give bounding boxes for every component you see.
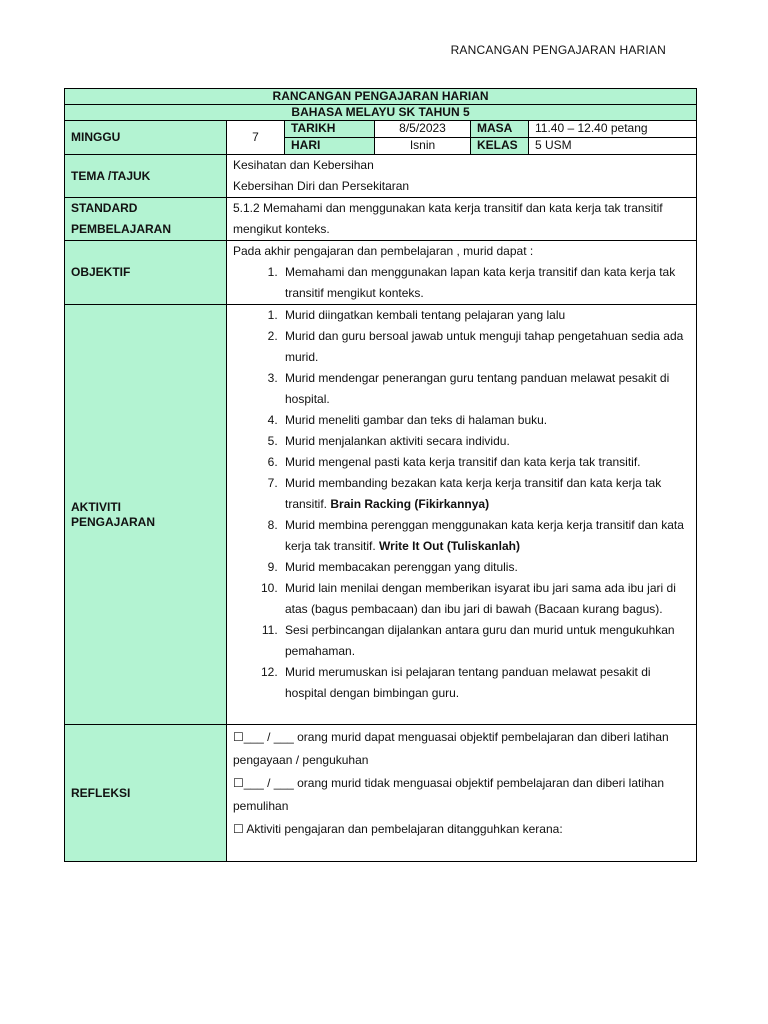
aktiviti-label [65, 305, 227, 725]
tema-line: Kesihatan dan Kebersihan [233, 158, 374, 172]
objektif-list [233, 262, 690, 304]
strategy-label: Write It Out (Tuliskanlah) [379, 539, 520, 553]
refleksi-value [227, 725, 697, 862]
list-item [281, 515, 690, 557]
lesson-plan-table [64, 88, 697, 862]
tarikh-label: TARIKH [285, 121, 375, 138]
minggu-label: MINGGU [65, 121, 227, 155]
table-subtitle-row [65, 105, 697, 121]
tarikh-value: 8/5/2023 [375, 121, 471, 138]
list-item: 1. Murid diingatkan kembali tentang pelajaran yang lalu [281, 305, 690, 326]
objektif-intro: Pada akhir pengajaran dan pembelajaran , murid dapat : [233, 244, 534, 258]
aktiviti-list [233, 305, 690, 704]
refleksi-label: REFLEKSI [65, 725, 227, 862]
list-item: 6. Murid mengenal pasti kata kerja transitif dan kata kerja tak transitif. [281, 452, 690, 473]
aktiviti-label-line: PENGAJARAN [71, 514, 156, 529]
list-item: 12. Murid merumuskan isi pelajaran tentang panduan melawat pesakit di hospital dengan bimbingan guru. [281, 662, 690, 704]
table-row [65, 725, 697, 862]
objektif-value [227, 241, 697, 305]
list-item [281, 473, 690, 515]
standard-label-line: PEMBELAJARAN [71, 222, 172, 236]
refleksi-item: ☐___ / ___ orang murid dapat menguasai objektif pembelajaran dan diberi latihan pengayaan / pengukuhan [233, 730, 669, 767]
standard-label [65, 198, 227, 241]
aktiviti-value [227, 305, 697, 725]
list-item: 11. Sesi perbincangan dijalankan antara guru dan murid untuk mengukuhkan pemahaman. [281, 620, 690, 662]
table-row [65, 241, 697, 305]
tajuk-line: Kebersihan Diri dan Persekitaran [233, 179, 410, 193]
masa-value: 11.40 – 12.40 petang [529, 121, 697, 138]
list-item: 5. Murid menjalankan aktiviti secara individu. [281, 431, 690, 452]
kelas-label: KELAS [471, 138, 529, 155]
refleksi-item: ☐___ / ___ orang murid tidak menguasai objektif pembelajaran dan diberi latihan pemulihan [233, 776, 665, 813]
list-item: 1. Memahami dan menggunakan lapan kata kerja transitif dan kata kerja tak transitif mengikut konteks. [281, 262, 690, 304]
list-item-text: Murid membina perenggan menggunakan kata kerja kerja transitif dan kata kerja tak transitif. [285, 518, 684, 553]
list-item: 9. Murid membacakan perenggan yang ditulis. [281, 557, 690, 578]
list-item: 2. Murid dan guru bersoal jawab untuk menguji tahap pengetahuan sedia ada murid. [281, 326, 690, 368]
page-header: RANCANGAN PENGAJARAN HARIAN [450, 43, 666, 57]
aktiviti-label-line: AKTIVITI [71, 499, 121, 514]
list-item: 10. Murid lain menilai dengan memberikan isyarat ibu jari sama ada ibu jari di atas (bagus pembacaan) dan ibu jari di bawah (Bacaan kurang bagus). [281, 578, 690, 620]
hari-value: Isnin [375, 138, 471, 155]
objektif-label: OBJEKTIF [65, 241, 227, 305]
standard-value: 5.1.2 Memahami dan menggunakan kata kerja transitif dan kata kerja tak transitif mengikut konteks. [227, 198, 697, 241]
tema-value [227, 155, 697, 198]
table-row [65, 155, 697, 198]
strategy-label: Brain Racking (Fikirkannya) [330, 497, 490, 511]
tema-label: TEMA /TAJUK [65, 155, 227, 198]
table-title: RANCANGAN PENGAJARAN HARIAN [65, 89, 697, 105]
list-item: 4. Murid meneliti gambar dan teks di halaman buku. [281, 410, 690, 431]
table-title-row [65, 89, 697, 105]
refleksi-item: ☐ Aktiviti pengajaran dan pembelajaran ditangguhkan kerana: [233, 822, 563, 836]
kelas-value: 5 USM [529, 138, 697, 155]
list-item-text: Murid membanding bezakan kata kerja kerja transitif dan kata kerja tak transitif. [285, 476, 662, 511]
minggu-value: 7 [227, 121, 285, 155]
masa-label: MASA [471, 121, 529, 138]
standard-label-line: STANDARD [71, 201, 138, 215]
table-row [65, 198, 697, 241]
table-subtitle: BAHASA MELAYU SK TAHUN 5 [65, 105, 697, 121]
table-row [65, 305, 697, 725]
hari-label: HARI [285, 138, 375, 155]
list-item: 3. Murid mendengar penerangan guru tentang panduan melawat pesakit di hospital. [281, 368, 690, 410]
table-row [65, 121, 697, 138]
